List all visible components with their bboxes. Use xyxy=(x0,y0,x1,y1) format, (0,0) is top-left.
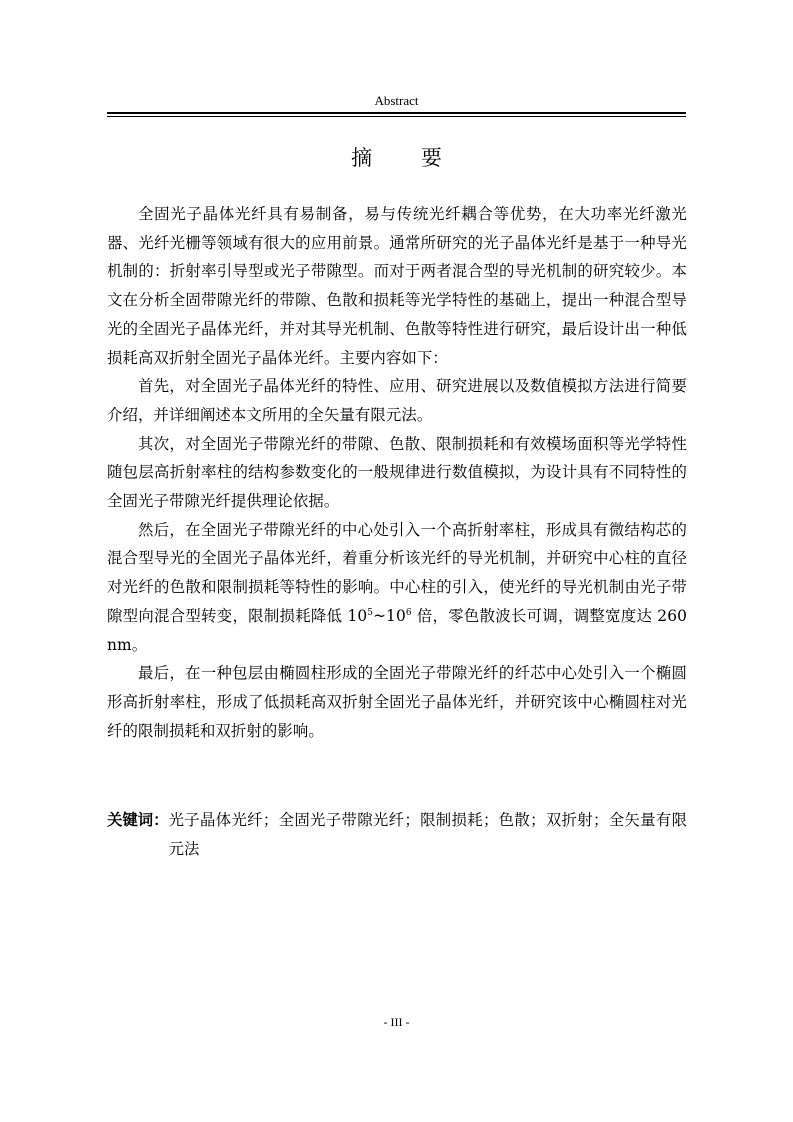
paragraph-third-range: ~10 xyxy=(373,606,406,625)
running-header: Abstract xyxy=(374,93,419,108)
keywords-label: 关键词： xyxy=(107,811,169,829)
page-title: 摘 要 xyxy=(351,146,463,170)
paragraph-intro: 全固光子晶体光纤具有易制备，易与传统光纤耦合等优势，在大功率光纤激光器、光纤光栅等领域有很大的应用前景。通常所研究的光子晶体光纤是基于一种导光机制的：折射率引导型或光子带隙型。而对于两者混合型的导光机制的研究较少。本文在分析全固带隙光纤的带隙、色散和损耗等光学特性的基础上，提出一种混合型导光的全固光子晶体光纤，并对其导光机制、色散等特性进行研究，最后设计出一种低损耗高双折射全固光子晶体光纤。主要内容如下： xyxy=(107,205,687,367)
exponent: 5 xyxy=(367,607,374,618)
paragraph-third-text: 然后，在全固光子带隙光纤的中心处引入一个高折射率柱，形成具有微结构芯的混合型导光的全固光子晶体光纤，着重分析该光纤的导光机制，并研究中心柱的直径对光纤的色散和限制损耗等特性的影响。中心柱的引入，使光纤的导光机制由光子带隙型向混合型转变，限制损耗降低 10 xyxy=(107,520,687,625)
keywords-list: 光子晶体光纤；全固光子带隙光纤；限制损耗；色散；双折射；全矢量有限元法 xyxy=(168,811,687,858)
paragraph-second: 其次，对全固光子带隙光纤的带隙、色散、限制损耗和有效模场面积等光学特性随包层高折射率柱的结构参数变化的一般规律进行数值模拟，为设计具有不同特性的全固光子带隙光纤提供理论依据。 xyxy=(107,434,687,511)
header-rule-thin xyxy=(107,116,686,117)
keywords xyxy=(107,806,687,864)
paragraph-third-tail: 倍，零色散波长可调，调整宽度达 260 nm。 xyxy=(107,606,687,654)
abstract-body xyxy=(107,200,687,745)
paragraph-final: 最后，在一种包层由椭圆柱形成的全固光子带隙光纤的纤芯中心处引入一个椭圆形高折射率柱，形成了低损耗高双折射全固光子晶体光纤，并研究该中心椭圆柱对光纤的限制损耗和双折射的影响。 xyxy=(107,664,687,740)
exponent: 6 xyxy=(405,607,412,618)
paragraph-third xyxy=(107,516,687,660)
page-number: - III - xyxy=(383,1015,410,1029)
header-rule xyxy=(107,112,686,114)
paragraph-first: 首先，对全固光子晶体光纤的特性、应用、研究进展以及数值模拟方法进行简要介绍，并详细阐述本文所用的全矢量有限元法。 xyxy=(107,377,687,424)
